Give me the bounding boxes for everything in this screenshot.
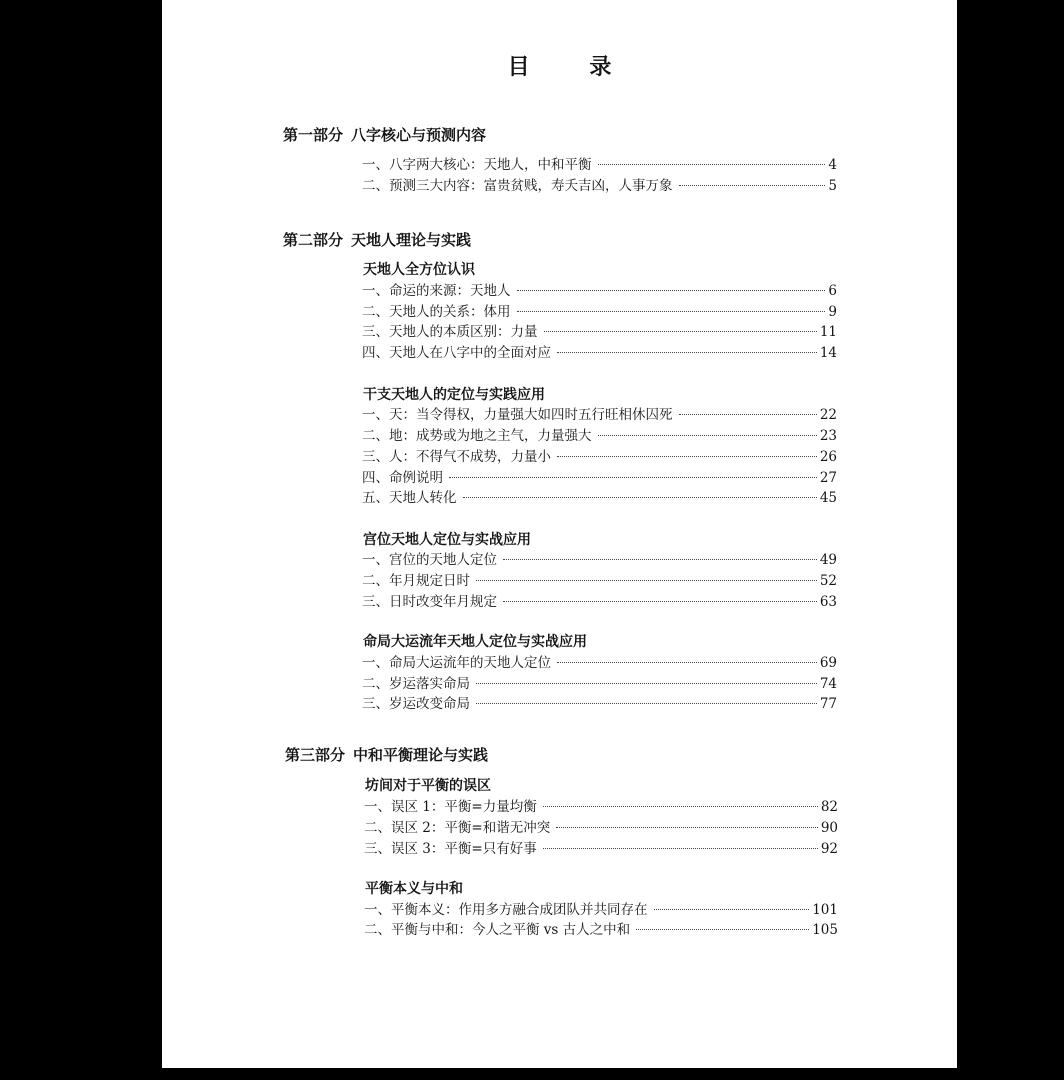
toc-entry[interactable] [362,651,837,671]
entry-page: 23 [819,428,837,444]
toc-entry[interactable] [362,300,837,320]
entry-text: 一、平衡本义：作用多方融合成团队并共同存在 [364,902,648,918]
entry-text: 四、天地人在八字中的全面对应 [362,345,551,361]
entry-page: 77 [819,696,837,712]
section-heading: 平衡本义与中和 [365,881,463,897]
entry-text: 二、岁运落实命局 [362,676,470,692]
part-title: 中和平衡理论与实践 [353,746,489,764]
entry-page: 101 [812,902,838,918]
section-heading: 干支天地人的定位与实践应用 [363,387,545,403]
dot-leader [503,559,817,560]
entry-page: 27 [819,470,837,486]
toc-entry[interactable] [362,445,837,465]
dot-leader [476,683,817,684]
toc-entry[interactable] [362,174,837,194]
toc-entry[interactable] [362,279,837,299]
entry-page: 4 [828,157,837,173]
entry-page: 82 [820,799,838,815]
toc-entry[interactable] [362,548,837,568]
entry-text: 一、命运的来源：天地人 [362,283,511,299]
entry-page: 74 [819,676,837,692]
dot-leader [463,497,817,498]
entry-page: 14 [819,345,837,361]
entry-page: 90 [820,820,838,836]
entry-page: 63 [819,594,837,610]
entry-page: 69 [819,655,837,671]
entry-text: 三、人：不得气不成势，力量小 [362,449,551,465]
entry-text: 二、年月规定日时 [362,573,470,589]
part-heading [283,229,471,250]
part-heading [285,744,488,765]
toc-entry[interactable] [364,795,838,815]
part-label: 第一部分 [283,126,344,144]
toc-entry[interactable] [362,403,837,423]
dot-leader [543,806,818,807]
dot-leader [503,601,817,602]
dot-leader [598,435,817,436]
entry-text: 一、天：当令得权，力量强大如四时五行旺相休囚死 [362,407,673,423]
entry-text: 三、误区 3：平衡=只有好事 [364,841,537,857]
toc-entry[interactable] [362,486,837,506]
toc-entry[interactable] [364,837,838,857]
toc-entry[interactable] [362,590,837,610]
entry-text: 一、误区 1：平衡=力量均衡 [364,799,537,815]
entry-page: 11 [819,324,837,340]
dot-leader [598,164,826,165]
toc-entry[interactable] [362,466,837,486]
toc-entry[interactable] [362,341,837,361]
entry-text: 三、日时改变年月规定 [362,594,497,610]
entry-page: 26 [819,449,837,465]
dot-leader [543,848,818,849]
toc-entry[interactable] [362,153,837,173]
dot-leader [556,827,818,828]
document-page [162,0,957,1068]
entry-page: 92 [820,841,838,857]
toc-entry[interactable] [362,672,837,692]
toc-entry[interactable] [364,918,838,938]
section-heading: 命局大运流年天地人定位与实战应用 [363,634,587,650]
dot-leader [679,414,817,415]
dot-leader [544,331,817,332]
entry-text: 三、岁运改变命局 [362,696,470,712]
entry-page: 45 [819,490,837,506]
entry-text: 二、地：成势或为地之主气，力量强大 [362,428,592,444]
entry-text: 一、宫位的天地人定位 [362,552,497,568]
dot-leader [449,477,817,478]
entry-text: 二、误区 2：平衡=和谐无冲突 [364,820,551,836]
part-heading [283,124,486,145]
part-title: 八字核心与预测内容 [351,126,487,144]
toc-entry[interactable] [362,320,837,340]
part-title: 天地人理论与实践 [351,231,472,249]
dot-leader [476,703,817,704]
entry-page: 5 [828,178,837,194]
entry-text: 二、平衡与中和：今人之平衡 vs 古人之中和 [364,922,631,938]
entry-text: 一、命局大运流年的天地人定位 [362,655,551,671]
toc-title: 目 录 [507,55,638,80]
toc-entry[interactable] [364,816,838,836]
entry-page: 49 [819,552,837,568]
toc-entry[interactable] [362,424,837,444]
entry-page: 52 [819,573,837,589]
toc-entry[interactable] [362,692,837,712]
entry-text: 一、八字两大核心：天地人，中和平衡 [362,157,592,173]
part-label: 第三部分 [285,746,346,764]
dot-leader [654,909,810,910]
dot-leader [557,456,817,457]
dot-leader [557,662,817,663]
section-heading: 宫位天地人定位与实战应用 [363,532,531,548]
entry-page: 6 [828,283,837,299]
dot-leader [679,185,826,186]
entry-page: 105 [812,922,838,938]
dot-leader [636,929,809,930]
entry-text: 三、天地人的本质区别：力量 [362,324,538,340]
section-heading: 天地人全方位认识 [363,262,475,278]
entry-text: 二、预测三大内容：富贵贫贱，寿夭吉凶，人事万象 [362,178,673,194]
entry-text: 二、天地人的关系：体用 [362,304,511,320]
toc-entry[interactable] [362,569,837,589]
entry-text: 四、命例说明 [362,470,443,486]
dot-leader [517,290,826,291]
entry-page: 22 [819,407,837,423]
entry-text: 五、天地人转化 [362,490,457,506]
toc-entry[interactable] [364,898,838,918]
part-label: 第二部分 [283,231,344,249]
dot-leader [476,580,817,581]
dot-leader [517,311,826,312]
section-heading: 坊间对于平衡的误区 [365,778,491,794]
entry-page: 9 [828,304,837,320]
dot-leader [557,352,817,353]
